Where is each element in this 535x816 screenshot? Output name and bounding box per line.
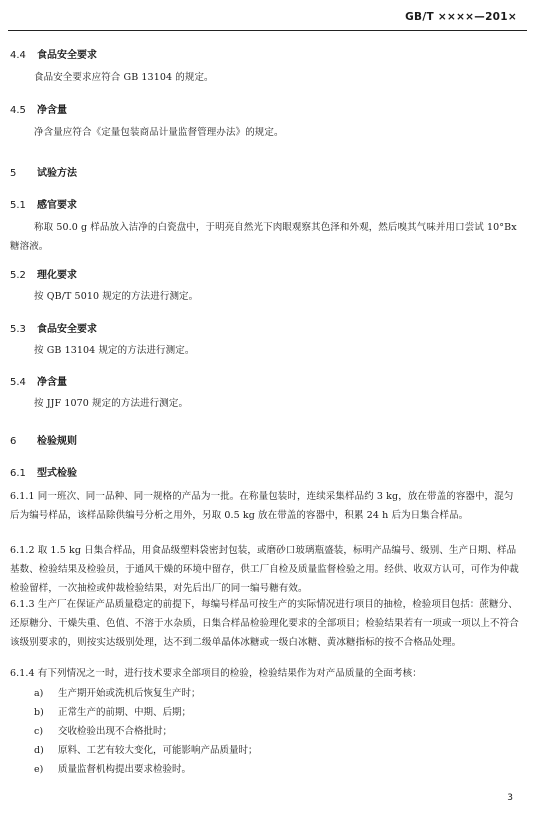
page-number: 3 <box>507 793 513 803</box>
list-item: e) 质量监督机构提出要求检验时。 <box>34 764 192 775</box>
list-item: b) 正常生产的前期、中期、后期； <box>34 707 192 718</box>
heading-5-4: 5.4 净含量 <box>10 377 67 388</box>
para-6-1-4: 6.1.4 有下列情况之一时，进行技术要求全部项目的检验，检验结果作为对产品质量的全面考核： <box>10 668 422 679</box>
para-4-4: 食品安全要求应符合 GB 13104 的规定。 <box>34 72 214 83</box>
standard-code: GB/T ××××—201× <box>405 11 517 23</box>
para-5-2: 按 QB/T 5010 规定的方法进行测定。 <box>34 291 199 302</box>
heading-5-3: 5.3 食品安全要求 <box>10 324 97 335</box>
para-6-1-2: 6.1.2 取 1.5 kg 日集合样品，用食品级塑料袋密封包装，或磨砂口玻璃瓶盛装，标明产品编号、级别、生产日期、样品基数、检验结果及检验员，于通风干燥的环境中留存，供工厂自检及质量监督检验之用。经供、收双方认可，可作为仲裁检验留样，一次抽检或仲裁检验结果，对先后出厂的同一编号糖有效。 <box>10 545 519 594</box>
para-4-5: 净含量应符合《定量包装商品计量监督管理办法》的规定。 <box>34 127 284 138</box>
heading-5: 5 试验方法 <box>10 168 77 179</box>
header-rule <box>8 30 527 31</box>
heading-6-1: 6.1 型式检验 <box>10 468 77 479</box>
heading-4-4: 4.4 食品安全要求 <box>10 50 97 61</box>
para-6-1-1: 6.1.1 同一班次、同一品种、同一规格的产品为一批。在称量包装时，连续采集样品约 3 kg，放在带盖的容器中，混匀后为编号样品，该样品除供编号分析之用外，另取 0.5 kg 放在带盖的容器中，积累 24 h 后为日集合样品。 <box>10 491 514 521</box>
para-5-4: 按 JJF 1070 规定的方法进行测定。 <box>34 398 189 409</box>
heading-6: 6 检验规则 <box>10 436 77 447</box>
para-5-3: 按 GB 13104 规定的方法进行测定。 <box>34 345 195 356</box>
heading-5-2: 5.2 理化要求 <box>10 270 77 281</box>
list-item: c) 交收检验出现不合格批时； <box>34 726 173 737</box>
para-5-1: 称取 50.0 g 样品放入洁净的白瓷盘中，于明亮自然光下肉眼观察其色泽和外观，然后嗅其气味并用口尝试 10°Bx 糖溶液。 <box>10 222 517 252</box>
list-item: a) 生产期开始或洗机后恢复生产时； <box>34 688 201 699</box>
list-item: d) 原料、工艺有较大变化，可能影响产品质量时； <box>34 745 258 756</box>
heading-5-1: 5.1 感官要求 <box>10 200 77 211</box>
para-6-1-3: 6.1.3 生产厂在保证产品质量稳定的前提下，每编号样品可按生产的实际情况进行项目的抽检，检验项目包括：蔗糖分、还原糖分、干燥失重、色值、不溶于水杂质，日集合样品检验理化要求的全部项目；检验结果若有一项或一项以上不符合该级别要求的，则按实达级别处理，达不到二级单晶体冰糖或一级白冰糖、黄冰糖指标的按不合格品处理。 <box>10 599 519 648</box>
heading-4-5: 4.5 净含量 <box>10 105 67 116</box>
